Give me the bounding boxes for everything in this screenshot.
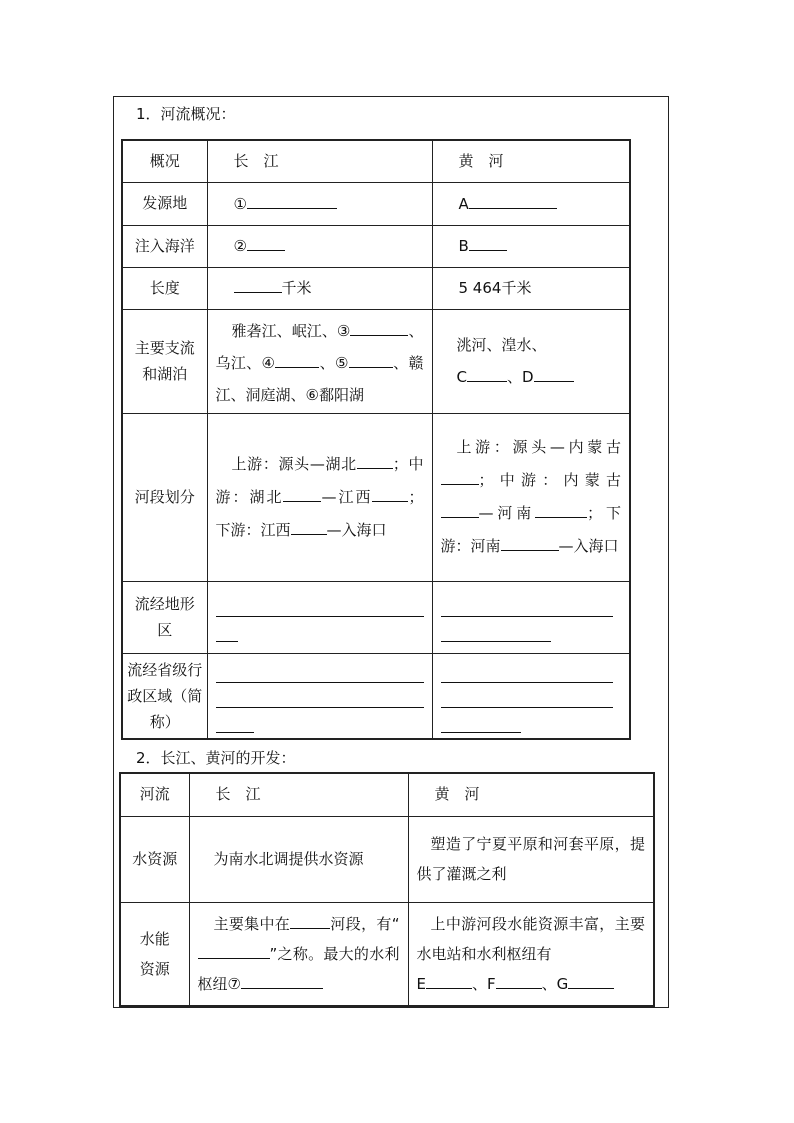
label-section: 河段划分	[122, 413, 207, 581]
blank-hh-upper[interactable]	[441, 467, 479, 485]
table-header-row	[122, 140, 630, 182]
cell-cj-terrain	[207, 581, 432, 653]
tributary-text-a: 雅砻江、岷江、③	[231, 321, 351, 340]
blank-g[interactable]	[568, 971, 614, 989]
cell-hh-water: 塑造了宁夏平原和河套平原，提供了灌溉之利	[408, 816, 654, 902]
blank-e[interactable]	[426, 971, 472, 989]
label-water: 水资源	[120, 816, 189, 902]
blank-3[interactable]	[350, 318, 408, 336]
header2-changjiang: 长 江	[189, 773, 408, 816]
cell-cj-tributary	[207, 309, 432, 413]
cell-cj-section	[207, 413, 432, 581]
row-source	[122, 182, 630, 225]
blank-cj-province-2[interactable]	[216, 683, 424, 708]
label-terrain: 流经地形区	[122, 581, 207, 653]
blank-d[interactable]	[534, 364, 574, 382]
blank-a-marker: A	[458, 194, 469, 213]
blank-1-marker: ①	[233, 194, 247, 213]
blank-hydro-nickname[interactable]	[198, 941, 270, 959]
hh-tributary-text: 洮河、湟水、	[456, 336, 547, 354]
blank-hydro-section[interactable]	[290, 911, 330, 929]
blank-hh-province-1[interactable]	[441, 658, 614, 683]
tributary-text-d: 、赣江、洞庭湖、⑥鄱阳湖	[215, 353, 424, 404]
cell-cj-sea	[207, 225, 432, 267]
cell-hh-terrain	[432, 581, 630, 653]
blank-5[interactable]	[349, 350, 393, 368]
label-sea: 注入海洋	[122, 225, 207, 267]
blank-b[interactable]	[469, 233, 507, 251]
section-2-heading: 2．长江、黄河的开发：	[136, 749, 296, 767]
blank-c-marker: C	[456, 368, 467, 386]
blank-length[interactable]	[234, 275, 282, 293]
blank-2-marker: ②	[233, 237, 247, 255]
header-changjiang: 长 江	[207, 140, 432, 182]
blank-cj-province-3[interactable]	[216, 708, 254, 733]
blank-a[interactable]	[469, 191, 557, 209]
header-overview: 概况	[122, 140, 207, 182]
row-tributary	[122, 309, 630, 413]
header2-huanghe: 黄 河	[408, 773, 654, 816]
blank-b-marker: B	[458, 237, 469, 255]
row-terrain	[122, 581, 630, 653]
section-1-heading: 1．河流概况：	[136, 105, 236, 123]
blank-2[interactable]	[247, 233, 285, 251]
blank-hh-lower[interactable]	[501, 533, 559, 551]
section-cj-text-d: ；下游：江西	[215, 487, 424, 539]
cell-hh-length: 5 464千米	[432, 267, 630, 309]
row-section	[122, 413, 630, 581]
blank-7[interactable]	[241, 971, 323, 989]
hydro-cj-text-c: ”之称。最大的水利枢纽⑦	[197, 944, 400, 993]
blank-hh-province-2[interactable]	[441, 683, 614, 708]
cell-hh-hydro	[408, 902, 654, 1006]
blank-cj-lower[interactable]	[291, 517, 327, 535]
row-province	[122, 653, 630, 739]
blank-hh-mid-2[interactable]	[535, 500, 587, 518]
tributary-text-c: 、⑤	[319, 353, 349, 372]
hydro-cj-text-a: 主要集中在	[213, 914, 291, 933]
blank-cj-mid-1[interactable]	[283, 484, 321, 502]
section-hh-text-d: ；下游：河南	[440, 504, 621, 555]
blank-f-marker: 、F	[471, 974, 496, 993]
label-source: 发源地	[122, 182, 207, 225]
blank-1[interactable]	[247, 191, 337, 209]
table2-header-row	[120, 773, 654, 816]
label-province: 流经省级行政区域（简称）	[122, 653, 207, 739]
label-tributary: 主要支流和湖泊	[122, 309, 207, 413]
cell-hh-sea	[432, 225, 630, 267]
row-length	[122, 267, 630, 309]
blank-f[interactable]	[496, 971, 542, 989]
tributary-text-b: 、乌江、④	[215, 321, 424, 372]
unit-km: 千米	[281, 279, 312, 297]
cell-hh-source	[432, 182, 630, 225]
cell-cj-hydro	[189, 902, 408, 1006]
label-hydro: 水能资源	[120, 902, 189, 1006]
cell-cj-water: 为南水北调提供水资源	[189, 816, 408, 902]
hydro-hh-text: 上中游河段水能资源丰富，主要水电站和水利枢纽有	[416, 914, 645, 963]
blank-cj-province-1[interactable]	[216, 658, 424, 683]
blank-hh-province-3[interactable]	[441, 708, 521, 733]
section-cj-text-b: ；中游：湖北	[215, 454, 424, 506]
cell-hh-section	[432, 413, 630, 581]
blank-cj-terrain-1[interactable]	[216, 592, 424, 617]
hh-tributary-blanks	[441, 361, 622, 393]
section-hh-text-c: —河南	[478, 504, 536, 522]
blank-cj-mid-2[interactable]	[372, 484, 408, 502]
blank-e-marker: E	[416, 974, 426, 993]
header-huanghe: 黄 河	[432, 140, 630, 182]
section-cj-text-c: —江西	[321, 487, 373, 506]
blank-cj-terrain-2[interactable]	[216, 617, 238, 642]
river-overview-table	[121, 139, 631, 740]
section-cj-text-e: —入海口	[326, 520, 387, 539]
label-length: 长度	[122, 267, 207, 309]
row-water	[120, 816, 654, 902]
hydro-cj-text-b: 河段，有“	[330, 914, 400, 933]
blank-g-marker: 、G	[541, 974, 569, 993]
section-hh-text-b: ；中游：内蒙古	[478, 471, 621, 489]
section-cj-text-a: 上游：源头—湖北	[231, 454, 357, 473]
blank-d-marker: 、D	[506, 368, 534, 386]
cell-cj-length	[207, 267, 432, 309]
river-development-table	[119, 772, 655, 1007]
cell-cj-province	[207, 653, 432, 739]
row-sea	[122, 225, 630, 267]
blank-4[interactable]	[275, 350, 319, 368]
section-hh-text-e: —入海口	[558, 537, 619, 555]
cell-hh-tributary	[432, 309, 630, 413]
cell-hh-province	[432, 653, 630, 739]
blank-hh-mid-1[interactable]	[441, 500, 479, 518]
blank-cj-upper[interactable]	[357, 451, 393, 469]
section-hh-text-a: 上游：源头—内蒙古	[456, 438, 621, 456]
blank-hh-terrain-2[interactable]	[441, 617, 551, 642]
row-hydro	[120, 902, 654, 1006]
blank-hh-terrain-1[interactable]	[441, 592, 614, 617]
header-river: 河流	[120, 773, 189, 816]
blank-c[interactable]	[467, 364, 507, 382]
cell-cj-source	[207, 182, 432, 225]
